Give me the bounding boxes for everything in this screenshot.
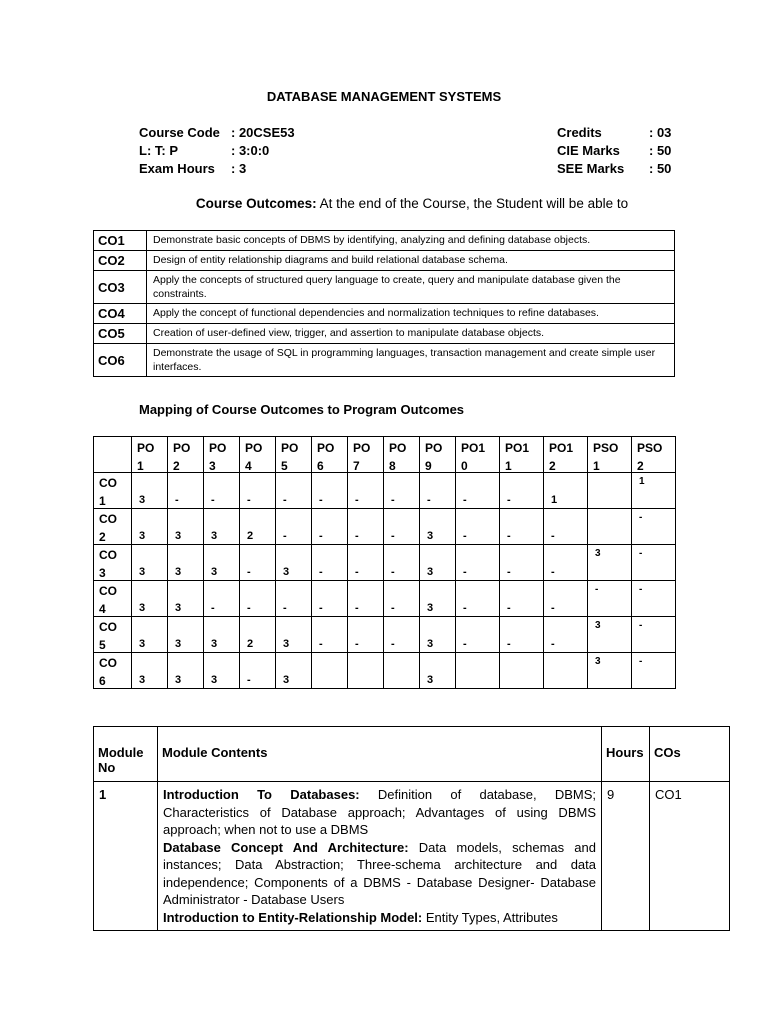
info-value: : 3:0:0: [231, 143, 270, 158]
po-header: PSO 2: [637, 441, 663, 473]
mapping-cell: [168, 653, 204, 689]
mapping-cell: [312, 653, 348, 689]
mapping-cell: [348, 617, 384, 653]
table-header-row: [94, 437, 676, 473]
module-no: 1: [94, 782, 158, 931]
mapping-cell: [632, 509, 676, 545]
mapping-cell: [632, 617, 676, 653]
module-table: [93, 726, 730, 931]
mapping-value: -: [355, 494, 359, 506]
mapping-value: -: [175, 494, 179, 506]
mapping-value: -: [639, 512, 643, 523]
mapping-value: -: [463, 638, 467, 650]
mapping-cell: [348, 581, 384, 617]
mapping-value: -: [391, 530, 395, 542]
co-label-cell: [94, 473, 132, 509]
mapping-cell: [312, 617, 348, 653]
mapping-value: -: [391, 602, 395, 614]
mapping-cell: [276, 617, 312, 653]
mapping-value: 3: [595, 620, 601, 631]
mapping-cell: [588, 545, 632, 581]
mapping-value: -: [319, 494, 323, 506]
mapping-value: 3: [283, 674, 290, 686]
po-header: PO 6: [317, 441, 335, 473]
mapping-cell: [420, 509, 456, 545]
po-header: PO1 0: [461, 441, 486, 473]
course-outcomes-table: [93, 230, 675, 377]
mapping-cell: [500, 653, 544, 689]
po-header-cell: [312, 437, 348, 473]
mapping-value: 3: [175, 566, 182, 578]
co-description: Demonstrate basic concepts of DBMS by identifying, analyzing and defining database objects.: [147, 231, 675, 251]
mapping-value: -: [211, 494, 215, 506]
mapping-cell: [168, 545, 204, 581]
mapping-cell: [384, 545, 420, 581]
co-label-cell: [94, 581, 132, 617]
mapping-value: 3: [139, 602, 146, 614]
po-header: PO 1: [137, 441, 155, 473]
mapping-value: 3: [175, 674, 182, 686]
po-header: PSO 1: [593, 441, 619, 473]
co-label: CO 5: [99, 620, 117, 652]
mapping-value: 3: [139, 494, 146, 506]
mapping-cell: [132, 473, 168, 509]
mapping-value: 3: [139, 530, 146, 542]
mapping-value: -: [639, 620, 643, 631]
co-label: CO 2: [99, 512, 117, 544]
mapping-cell: [168, 509, 204, 545]
mapping-value: -: [283, 602, 287, 614]
mapping-cell: [204, 545, 240, 581]
po-header: PO 2: [173, 441, 191, 473]
mapping-value: -: [391, 638, 395, 650]
mapping-value: -: [463, 566, 467, 578]
mapping-cell: [544, 509, 588, 545]
mapping-value: -: [319, 602, 323, 614]
mapping-cell: [544, 473, 588, 509]
po-header: PO 9: [425, 441, 443, 473]
po-header-cell: [348, 437, 384, 473]
po-header-cell: [500, 437, 544, 473]
table-row: [94, 545, 676, 581]
mapping-cell: [348, 653, 384, 689]
po-header-cell: [632, 437, 676, 473]
mapping-cell: [384, 509, 420, 545]
table-row: [94, 304, 675, 324]
mapping-value: -: [595, 584, 599, 595]
mapping-value: 3: [595, 548, 601, 559]
mapping-cell: [204, 473, 240, 509]
cos-header: COs: [650, 727, 730, 782]
info-value: : 50: [649, 143, 672, 158]
module-no-header: Module No: [94, 727, 158, 782]
module-topic-heading: Introduction To Databases:: [163, 787, 360, 802]
table-row: [94, 653, 676, 689]
co-label-cell: [94, 617, 132, 653]
mapping-value: 3: [139, 566, 146, 578]
mapping-cell: [348, 509, 384, 545]
mapping-cell: [420, 617, 456, 653]
co-description: Apply the concepts of structured query language to create, query and manipulate database given the constraints.: [147, 271, 675, 304]
mapping-value: 1: [551, 494, 558, 506]
mapping-cell: [456, 617, 500, 653]
mapping-cell: [632, 473, 676, 509]
mapping-value: -: [507, 530, 511, 542]
co-id: CO3: [94, 271, 147, 304]
module-topic-heading: Database Concept And Architecture:: [163, 839, 409, 855]
mapping-value: -: [639, 548, 643, 559]
mapping-table: [93, 436, 676, 689]
mapping-value: 3: [427, 638, 434, 650]
mapping-value: -: [639, 584, 643, 595]
mapping-value: -: [427, 494, 431, 506]
po-header: PO1 2: [549, 441, 574, 473]
mapping-cell: [240, 545, 276, 581]
mapping-value: 3: [211, 674, 218, 686]
mapping-cell: [420, 581, 456, 617]
mapping-cell: [500, 509, 544, 545]
info-label: Course Code: [139, 125, 220, 140]
mapping-cell: [544, 617, 588, 653]
mapping-value: -: [355, 638, 359, 650]
mapping-cell: [384, 653, 420, 689]
mapping-value: 3: [211, 638, 218, 650]
po-header-cell: [240, 437, 276, 473]
mapping-value: -: [463, 494, 467, 506]
mapping-cell: [240, 617, 276, 653]
module-hours: 9: [602, 782, 650, 931]
mapping-cell: [588, 509, 632, 545]
mapping-cell: [632, 545, 676, 581]
po-header: PO1 1: [505, 441, 530, 473]
mapping-cell: [420, 545, 456, 581]
info-value: : 3: [231, 161, 247, 176]
mapping-value: -: [507, 566, 511, 578]
mapping-cell: [240, 509, 276, 545]
po-header-cell: [384, 437, 420, 473]
mapping-cell: [132, 581, 168, 617]
mapping-cell: [240, 653, 276, 689]
mapping-cell: [168, 617, 204, 653]
mapping-value: -: [507, 602, 511, 614]
course-code-row: [139, 124, 295, 142]
mapping-value: 3: [175, 530, 182, 542]
mapping-value: -: [391, 566, 395, 578]
mapping-value: -: [247, 494, 251, 506]
info-value: : 03: [649, 125, 672, 140]
module-contents-header: Module Contents: [158, 727, 602, 782]
co-label-cell: [94, 545, 132, 581]
po-header-cell: [168, 437, 204, 473]
mapping-cell: [500, 473, 544, 509]
mapping-cell: [544, 545, 588, 581]
mapping-cell: [132, 509, 168, 545]
mapping-cell: [456, 545, 500, 581]
mapping-cell: [312, 545, 348, 581]
mapping-value: -: [247, 566, 251, 578]
course-outcomes-heading-rest: At the end of the Course, the Student will be able to: [316, 196, 629, 211]
mapping-cell: [588, 473, 632, 509]
mapping-value: 1: [639, 476, 645, 487]
mapping-value: -: [463, 602, 467, 614]
po-header: PO 3: [209, 441, 227, 473]
mapping-cell: [420, 653, 456, 689]
mapping-cell: [204, 617, 240, 653]
mapping-cell: [240, 473, 276, 509]
mapping-value: 3: [211, 530, 218, 542]
info-label: Credits: [557, 125, 602, 140]
module-topic-text: Data models, schemas and instances; Data Abstraction; Three-schema architecture and data independence; Components of a DBMS - Database Designer- Database Administrator - Database Users: [163, 839, 596, 907]
table-header-row: [94, 727, 730, 782]
co-label-cell: [94, 509, 132, 545]
mapping-cell: [204, 581, 240, 617]
co-description: Design of entity relationship diagrams and build relational database schema.: [147, 251, 675, 271]
co-id: CO4: [94, 304, 147, 324]
table-row: [94, 581, 676, 617]
info-value: : 50: [649, 161, 672, 176]
mapping-value: 3: [427, 530, 434, 542]
mapping-cell: [632, 653, 676, 689]
mapping-cell: [632, 581, 676, 617]
mapping-cell: [544, 581, 588, 617]
mapping-cell: [276, 509, 312, 545]
mapping-value: 3: [283, 566, 290, 578]
mapping-value: -: [391, 494, 395, 506]
co-label: CO 1: [99, 476, 117, 508]
mapping-value: -: [355, 602, 359, 614]
mapping-cell: [384, 617, 420, 653]
mapping-value: 3: [175, 602, 182, 614]
mapping-cell: [588, 617, 632, 653]
module-topic-heading: Introduction to Entity-Relationship Model:: [163, 909, 423, 925]
mapping-value: 3: [139, 638, 146, 650]
mapping-cell: [132, 653, 168, 689]
mapping-cell: [544, 653, 588, 689]
mapping-cell: [456, 509, 500, 545]
module-paragraph: [163, 839, 596, 909]
mapping-value: -: [551, 602, 555, 614]
co-id: CO6: [94, 344, 147, 377]
info-label: Exam Hours: [139, 161, 215, 176]
module-topic-text: Entity Types, Attributes: [422, 909, 558, 925]
credits-row: [557, 124, 671, 142]
mapping-cell: [168, 581, 204, 617]
table-row: [94, 231, 675, 251]
mapping-value: 2: [247, 638, 254, 650]
mapping-value: -: [507, 638, 511, 650]
mapping-value: 3: [595, 656, 601, 667]
info-value: : 20CSE53: [231, 125, 295, 140]
mapping-value: -: [283, 530, 287, 542]
mapping-value: -: [507, 494, 511, 506]
mapping-cell: [384, 473, 420, 509]
mapping-cell: [348, 545, 384, 581]
course-info-left: [139, 124, 295, 178]
cie-marks-row: [557, 142, 671, 160]
mapping-value: 3: [211, 566, 218, 578]
mapping-cell: [204, 653, 240, 689]
mapping-value: -: [283, 494, 287, 506]
co-label: CO 3: [99, 548, 117, 580]
mapping-value: 3: [427, 674, 434, 686]
po-header: PO 5: [281, 441, 299, 473]
co-id: CO5: [94, 324, 147, 344]
mapping-cell: [420, 473, 456, 509]
mapping-cell: [456, 581, 500, 617]
table-row: [94, 473, 676, 509]
co-description: Apply the concept of functional dependencies and normalization techniques to refine databases.: [147, 304, 675, 324]
mapping-value: 3: [427, 566, 434, 578]
mapping-heading: Mapping of Course Outcomes to Program Outcomes: [139, 402, 465, 417]
mapping-value: 3: [139, 674, 146, 686]
mapping-cell: [456, 653, 500, 689]
mapping-cell: [384, 581, 420, 617]
mapping-value: 3: [283, 638, 290, 650]
po-header-cell: [132, 437, 168, 473]
mapping-value: 3: [175, 638, 182, 650]
mapping-cell: [312, 509, 348, 545]
corner-cell: [94, 437, 132, 473]
table-row: [94, 344, 675, 377]
module-topic-text: Definition of database, DBMS; Characteristics of Database approach; Advantages of using DBMS approach; when not to use a DBMS: [163, 787, 597, 837]
mapping-value: -: [639, 656, 643, 667]
course-outcomes-heading-bold: Course Outcomes:: [195, 196, 317, 211]
mapping-cell: [588, 653, 632, 689]
co-description: Demonstrate the usage of SQL in programming languages, transaction management and create simple user interfaces.: [147, 344, 675, 377]
co-id: CO1: [94, 231, 147, 251]
info-label: L: T: P: [139, 143, 178, 158]
mapping-value: -: [355, 530, 359, 542]
mapping-cell: [500, 581, 544, 617]
mapping-cell: [312, 473, 348, 509]
module-contents: [158, 782, 602, 931]
mapping-cell: [312, 581, 348, 617]
mapping-cell: [456, 473, 500, 509]
table-row: [94, 509, 676, 545]
table-row: [94, 251, 675, 271]
see-marks-row: [557, 160, 671, 178]
document-title: DATABASE MANAGEMENT SYSTEMS: [266, 89, 502, 104]
mapping-value: -: [551, 638, 555, 650]
course-outcomes-heading: [0, 196, 768, 211]
table-row: [94, 324, 675, 344]
mapping-cell: [276, 545, 312, 581]
mapping-value: -: [355, 566, 359, 578]
table-row: [94, 617, 676, 653]
mapping-value: -: [319, 566, 323, 578]
ltp-row: [139, 142, 295, 160]
module-paragraph: [163, 786, 596, 839]
mapping-cell: [276, 473, 312, 509]
mapping-cell: [348, 473, 384, 509]
mapping-value: -: [551, 566, 555, 578]
mapping-cell: [588, 581, 632, 617]
po-header-cell: [588, 437, 632, 473]
mapping-cell: [500, 545, 544, 581]
po-header-cell: [420, 437, 456, 473]
mapping-value: -: [247, 602, 251, 614]
course-info-right: [557, 124, 671, 178]
mapping-value: -: [551, 530, 555, 542]
info-label: SEE Marks: [557, 161, 625, 176]
po-header-cell: [544, 437, 588, 473]
table-row: [94, 271, 675, 304]
mapping-value: -: [463, 530, 467, 542]
module-cos: CO1: [650, 782, 730, 931]
mapping-cell: [500, 617, 544, 653]
co-label-cell: [94, 653, 132, 689]
module-paragraph: [163, 909, 596, 927]
mapping-value: -: [319, 638, 323, 650]
co-description: Creation of user-defined view, trigger, and assertion to manipulate database objects.: [147, 324, 675, 344]
co-label: CO 4: [99, 584, 117, 616]
co-label: CO 6: [99, 656, 117, 688]
mapping-cell: [276, 653, 312, 689]
po-header: PO 4: [245, 441, 263, 473]
mapping-cell: [132, 545, 168, 581]
mapping-value: -: [247, 674, 251, 686]
mapping-value: -: [211, 602, 215, 614]
mapping-cell: [276, 581, 312, 617]
exam-hours-row: [139, 160, 295, 178]
mapping-cell: [204, 509, 240, 545]
mapping-cell: [132, 617, 168, 653]
hours-header: Hours: [602, 727, 650, 782]
po-header-cell: [276, 437, 312, 473]
co-id: CO2: [94, 251, 147, 271]
mapping-cell: [168, 473, 204, 509]
mapping-cell: [240, 581, 276, 617]
po-header-cell: [456, 437, 500, 473]
mapping-value: 2: [247, 530, 254, 542]
po-header: PO 8: [389, 441, 407, 473]
po-header-cell: [204, 437, 240, 473]
po-header: PO 7: [353, 441, 371, 473]
mapping-value: 3: [427, 602, 434, 614]
table-row: [94, 782, 730, 931]
mapping-value: -: [319, 530, 323, 542]
info-label: CIE Marks: [557, 143, 620, 158]
